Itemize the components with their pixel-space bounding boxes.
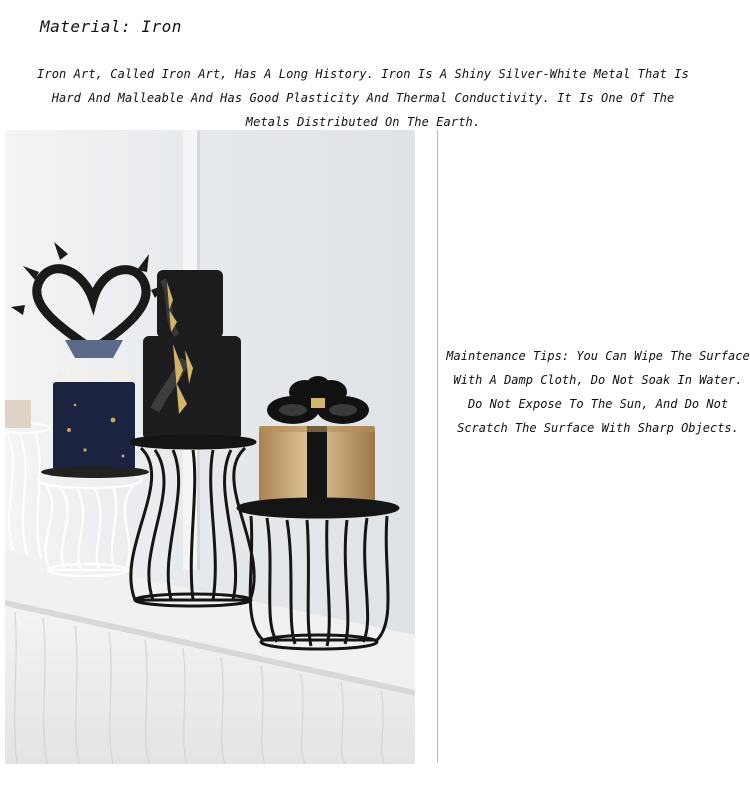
cake-topper-text: HAPPY BD bbox=[56, 369, 132, 384]
black-cake-bottom-tier bbox=[143, 336, 241, 440]
vertical-divider bbox=[437, 130, 438, 762]
description-line-1: Iron Art, Called Iron Art, Has A Long History. Iron Is A Shiny Silver-White Metal That Is bbox=[37, 67, 689, 81]
tips-line-2: With A Damp Cloth, Do Not Soak In Water. bbox=[453, 373, 743, 387]
tips-line-1: Maintenance Tips: You Can Wipe The Surface bbox=[446, 349, 750, 363]
tips-line-4: Scratch The Surface With Sharp Objects. bbox=[457, 421, 739, 435]
description-line-2: Hard And Malleable And Has Good Plasticity And Thermal Conductivity. It Is One Of The bbox=[51, 91, 675, 105]
tips-line-3: Do Not Expose To The Sun, And Do Not bbox=[467, 397, 729, 411]
maintenance-tips bbox=[446, 344, 750, 440]
description-line-3: Metals Distributed On The Earth. bbox=[245, 115, 481, 129]
product-photo bbox=[5, 130, 415, 764]
material-description bbox=[30, 62, 696, 134]
material-heading: Material: Iron bbox=[40, 17, 182, 36]
